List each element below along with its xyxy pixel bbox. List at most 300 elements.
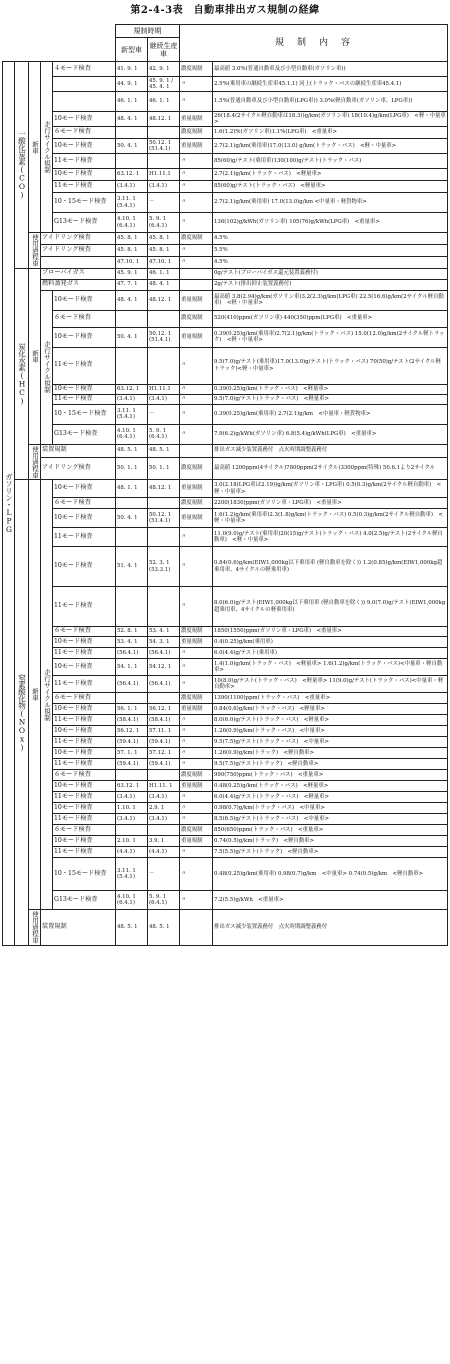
table-row (3, 792, 448, 803)
new-car-date: 47.10. 1 (116, 256, 148, 268)
new-car-date (116, 310, 148, 327)
nox-used-car-label: 使用過程車 (29, 910, 41, 946)
test-method: 10モード検査 (53, 509, 116, 528)
new-car-date: 50. 4. 1 (116, 327, 148, 347)
continuing-date (148, 154, 180, 169)
continuing-date: 54.12. 1 (148, 659, 180, 676)
regulation-content: 0.48(0.25)g/km(乗用車) 0.98(0.7)g/km <中量車> 0.74(0.5)g/km <軽自動車> (213, 858, 448, 891)
regulation-category: 〃 (180, 213, 213, 233)
regulation-content: 136(102)g/kWh(ガソリン車) 105(76)g/kWh(LPG車) <重量車> (213, 213, 448, 233)
regulation-category: 〃 (180, 676, 213, 693)
new-car-date: 50. 1. 1 (116, 457, 148, 479)
new-car-date: 63.12. 1 (116, 169, 148, 181)
continuing-date: 50.12. 1 (51.4.1) (148, 139, 180, 154)
co-new-car-label: 新車 (29, 62, 41, 233)
table-row (3, 384, 448, 394)
new-car-date: 48. 4. 1 (116, 112, 148, 127)
regulation-category: 濃度規制 (180, 310, 213, 327)
new-car-date: 41. 9. 1 (116, 62, 148, 77)
continuing-date: 50.12. 1 (51.4.1) (148, 509, 180, 528)
regulation-category: 〃 (180, 404, 213, 424)
regulation-content: 85(60)g/テスト(トラック・バス) <軽量車> (213, 181, 448, 193)
table-row (3, 726, 448, 737)
new-car-date: 56. 1. 1 (116, 704, 148, 715)
new-car-date: 48. 5. 1 (116, 910, 148, 946)
regulation-content: 5.5% (213, 244, 448, 256)
test-method: 11モード検査 (53, 759, 116, 770)
table-row (3, 62, 448, 77)
continuing-date (148, 587, 180, 627)
table-row (3, 256, 448, 268)
test-method: 11モード検査 (53, 715, 116, 726)
test-method: 10モード検査 (53, 836, 116, 847)
regulation-content: 26(18.4(2サイクル軽自動車は18.3))g/km(ガソリン車) 18(10.4)g/km(LPG車) <軽・中量車> (214, 112, 446, 125)
test-method: 装置規制 (41, 444, 116, 457)
regulation-category: 重量規制 (180, 509, 213, 528)
hc-used-car-label: 使用過程車 (29, 444, 41, 480)
continuing-date: 48. 4. 1 (148, 279, 180, 290)
new-car-date: (58.4.1) (116, 715, 148, 726)
regulation-content: 7.2(5.5)g/kWh <重量車> (213, 891, 448, 910)
table-row (3, 659, 448, 676)
continuing-date (148, 310, 180, 327)
continuing-date: － (148, 858, 180, 891)
continuing-date: － (148, 404, 180, 424)
table-row (3, 858, 448, 891)
continuing-date: 57.12. 1 (148, 748, 180, 759)
regulation-content: 0.39(0.25)g/km(トラック・バス) <軽量車> (213, 384, 448, 394)
new-car-date: 63.12. 1 (116, 384, 148, 394)
test-method: 11モード検査 (53, 394, 116, 404)
test-method: 10モード検査 (53, 290, 116, 310)
new-car-date: 4.10. 1 (6.4.1) (116, 213, 148, 233)
regulation-content: 1390(1100)ppm(トラック・バス) <重量車> (213, 693, 448, 704)
co-pollutant-label: 一酸化炭素(CO) (15, 62, 29, 269)
new-car-date: 45. 8. 1 (116, 244, 148, 256)
test-method: 燃料蒸発ガス (41, 279, 116, 290)
new-car-date: 4.10. 1 (6.4.1) (116, 891, 148, 910)
test-method (53, 92, 116, 112)
new-car-date: 50. 4. 1 (116, 139, 148, 154)
table-row (3, 347, 448, 384)
test-method: 11モード検査 (53, 347, 116, 384)
continuing-date: 48.12. 1 (148, 112, 180, 127)
continuing-date: 48.12. 1 (148, 480, 180, 498)
continuing-date: (3.4.1) (148, 814, 180, 825)
test-method: 11モード検査 (53, 181, 116, 193)
header-continuing: 継続生産車 (148, 38, 180, 62)
regulation-category: 〃 (180, 659, 213, 676)
new-car-date: (59.4.1) (116, 737, 148, 748)
new-car-date: 48. 1. 1 (116, 480, 148, 498)
test-method: アイドリング検査 (41, 244, 116, 256)
table-row (3, 825, 448, 836)
continuing-date: 45. 9. 1 / 45. 4. 1 (148, 77, 180, 92)
regulation-category: 重量規制 (180, 836, 213, 847)
table-row (3, 112, 448, 127)
continuing-date (148, 693, 180, 704)
new-car-date: (3.4.1) (116, 181, 148, 193)
test-method: 10モード検査 (53, 327, 116, 347)
header-new-car: 新型車 (116, 38, 148, 62)
table-row (3, 498, 448, 509)
table-row (3, 704, 448, 715)
test-method: アイドリング検査 (41, 233, 116, 245)
continuing-date: (4.4.1) (148, 847, 180, 858)
regulation-content: 2.7(2.1)g/km(乗用車)17.0(13.0) g/km(トラック・バス) <軽・中量車> (213, 139, 448, 154)
table-row (3, 637, 448, 648)
regulation-category: 重量規制 (180, 290, 213, 310)
test-method: 10モード検査 (53, 112, 116, 127)
regulation-category: 〃 (180, 77, 213, 92)
table-row (3, 268, 448, 279)
table-row (3, 847, 448, 858)
new-car-date (116, 587, 148, 627)
test-method: 11モード検査 (53, 814, 116, 825)
regulation-content: 0.4(0.25)g/km(乗用車) (213, 637, 448, 648)
regulation-content: 6.0(4.4)g/テスト(トラック・バス) <軽量車> (213, 792, 448, 803)
regulation-category: 重量規制 (180, 327, 213, 347)
continuing-date (148, 825, 180, 836)
continuing-date (148, 770, 180, 781)
continuing-date: 48. 5. 1 (148, 444, 180, 457)
regulation-category: 〃 (180, 384, 213, 394)
new-car-date: (59.4.1) (116, 759, 148, 770)
test-method: 11モード検査 (53, 154, 116, 169)
regulation-content: 9.5(7.0)g/テスト(乗用車)17.0(13.0)g/テスト(トラック・バス) 70(50)g/テスト(2サイクル軽トラック)<軽・中量車> (213, 347, 448, 384)
new-car-date: 4.10. 1 (6.4.1) (116, 424, 148, 444)
regulation-content: 0.48(0.25)g/km(トラック・バス) <軽量車> (213, 781, 448, 792)
test-method: ６モード検査 (53, 498, 116, 509)
regulation-category: 重量規制 (180, 112, 213, 127)
new-car-date: 3.11. 1 (5.4.1) (116, 858, 148, 891)
new-car-date: 45. 9. 1 (116, 268, 148, 279)
table-row (3, 587, 448, 627)
table-row (3, 509, 448, 528)
test-method: 10モード検査 (53, 781, 116, 792)
regulation-category: 濃度規制 (180, 693, 213, 704)
test-method: ６モード検査 (53, 770, 116, 781)
regulation-category: 〃 (180, 547, 213, 587)
hc-pollutant-label: 炭化水素(HC) (15, 268, 29, 480)
test-method: G13モード検査 (53, 424, 116, 444)
table-row (3, 193, 448, 213)
table-row (3, 781, 448, 792)
continuing-date: 47.10. 1 (148, 256, 180, 268)
test-method: 11モード検査 (53, 792, 116, 803)
new-car-date: 3.11. 1 (5.4.1) (116, 404, 148, 424)
new-car-date: 51. 4. 1 (116, 547, 148, 587)
regulation-category: 重量規制 (180, 637, 213, 648)
regulation-content: 6.0(4.4)g/テスト(乗用車) (213, 648, 448, 659)
table-row (3, 213, 448, 233)
regulation-category: 〃 (180, 424, 213, 444)
continuing-date: 57.11. 1 (148, 726, 180, 737)
new-car-date: (3.4.1) (116, 792, 148, 803)
regulation-content: 9.5(7.0)g/テスト(トラック・バス) <軽量車> (213, 394, 448, 404)
regulation-category: 〃 (180, 648, 213, 659)
test-method: 10モード検査 (53, 726, 116, 737)
new-car-date (116, 693, 148, 704)
regulation-category: 〃 (180, 715, 213, 726)
new-car-date: 46. 1. 1 (116, 92, 148, 112)
regulation-category: 濃度規制 (180, 498, 213, 509)
regulation-category: 〃 (180, 256, 213, 268)
continuing-date: 3.9. 1 (148, 836, 180, 847)
regulation-category: 〃 (180, 803, 213, 814)
regulation-content: 2g/テスト(排出抑止装置義務付) (213, 279, 448, 290)
regulation-category (180, 444, 213, 457)
regulation-category: 〃 (180, 737, 213, 748)
table-row (3, 154, 448, 169)
new-car-date: 2.10. 1 (116, 836, 148, 847)
table-row (3, 528, 448, 547)
regulation-content: 850(650)ppm(トラック・バス) <重量車> (213, 825, 448, 836)
new-car-date: 54. 1. 1 (116, 659, 148, 676)
regulation-content: 990(750)ppm(トラック・バス) <重量車> (213, 770, 448, 781)
new-car-date: 48. 5. 1 (116, 444, 148, 457)
continuing-date: (3.4.1) (148, 394, 180, 404)
continuing-date: 54. 3. 1 (148, 637, 180, 648)
table-row (3, 457, 448, 479)
regulation-content: 2.7(2.1)g/km(トラック・バス) <軽量車> (213, 169, 448, 181)
new-car-date: 50. 4. 1 (116, 509, 148, 528)
regulation-category: 濃度規制 (180, 627, 213, 637)
table-row (3, 424, 448, 444)
hc-new-car-label: 新車 (29, 268, 41, 444)
regulation-content: 1.5%(普通自動車及び小型自動車(LPG車)) 3.0%(軽自動車(ガソリン車、LPG車)) (213, 92, 448, 112)
nox-running-cycle-label: 走行サイクル規制 (41, 480, 53, 910)
continuing-date: (3.4.1) (148, 181, 180, 193)
regulation-category (180, 279, 213, 290)
regulation-content: 4.5% (213, 233, 448, 245)
regulation-content: 3.0(2.18(LPG車は2.19))g/km(ガソリン車・LPG車) 0.5(0.3)g/km(2サイクル軽自動車) <軽・中量車> (213, 480, 448, 498)
regulation-category: 〃 (180, 759, 213, 770)
test-method: ６モード検査 (53, 127, 116, 139)
regulation-content: 9.5(7.5)g/テスト(トラック) <軽自動車> (213, 759, 448, 770)
regulation-content: 0.74(0.5)g/km(トラック) <軽自動車> (213, 836, 448, 847)
table-row (3, 279, 448, 290)
table-row (3, 404, 448, 424)
regulation-category: 〃 (180, 92, 213, 112)
table-row (3, 394, 448, 404)
new-car-date: (3.4.1) (116, 814, 148, 825)
regulation-category: 〃 (180, 394, 213, 404)
nox-pollutant-label: 窒素酸化物(NOx) (15, 480, 29, 946)
test-method: 10モード検査 (53, 637, 116, 648)
continuing-date: 46. 1. 1 (148, 268, 180, 279)
header-blank (3, 25, 116, 62)
continuing-date: 5. 9. 1 (6.4.1) (148, 891, 180, 910)
table-row (3, 910, 448, 946)
new-car-date (116, 154, 148, 169)
regulation-category: 濃度規制 (180, 770, 213, 781)
continuing-date: 45. 8. 1 (148, 244, 180, 256)
test-method: 10・15モード検査 (53, 404, 116, 424)
table-row (3, 676, 448, 693)
regulation-category: 重量規制 (180, 781, 213, 792)
regulation-category (180, 910, 213, 946)
test-method (41, 256, 116, 268)
table-row (3, 814, 448, 825)
continuing-date: 5. 9. 1 (6.4.1) (148, 213, 180, 233)
test-method: 11モード検査 (53, 587, 116, 627)
new-car-date: 52. 8. 1 (116, 627, 148, 637)
new-car-date (116, 498, 148, 509)
new-car-date: 56.12. 1 (116, 726, 148, 737)
table-row (3, 310, 448, 327)
new-car-date: 1.10. 1 (116, 803, 148, 814)
table-row (3, 715, 448, 726)
new-car-date: (3.4.1) (116, 394, 148, 404)
new-car-date (116, 127, 148, 139)
new-car-date: 63.12. 1 (116, 781, 148, 792)
regulation-content: 1.26(0.9)g/km(トラック・バス) <中量車> (213, 726, 448, 737)
regulation-category: 〃 (180, 193, 213, 213)
regulation-category: 重量規制 (180, 704, 213, 715)
test-method: ６モード検査 (53, 693, 116, 704)
table-row (3, 693, 448, 704)
continuing-date: (59.4.1) (148, 759, 180, 770)
regulation-category (180, 268, 213, 279)
regulation-category: 〃 (180, 181, 213, 193)
header-jiki: 規制時期 (116, 25, 180, 38)
regulation-content: 最高値 3.0%(普通自動車及び小型自動車(ガソリン車)) (213, 62, 448, 77)
hc-running-cycle-label: 走行サイクル規制 (41, 290, 53, 444)
continuing-date: 42. 9. 1 (148, 62, 180, 77)
test-method: 10・15モード検査 (53, 858, 116, 891)
new-car-date: 57. 1. 1 (116, 748, 148, 759)
continuing-date: 48. 5. 1 (148, 910, 180, 946)
regulation-content: 10(8.0)g/テスト(トラック・バス) <軽量車> 11(9.0)g/テスト(トラック・バス)<中量車・軽自動車> (213, 676, 448, 693)
regulation-content: 7.5(5.5)g/テスト(トラック) <軽自動車> (213, 847, 448, 858)
regulation-category: 〃 (180, 726, 213, 737)
regulation-category: 〃 (180, 858, 213, 891)
test-method: 11モード検査 (53, 528, 116, 547)
regulation-content: 0.98(0.7)g/km(トラック・バス) <中量車> (213, 803, 448, 814)
new-car-date: 48. 4. 1 (116, 290, 148, 310)
test-method: ６モード検査 (53, 310, 116, 327)
continuing-date: 2.9. 1 (148, 803, 180, 814)
test-method: アイドリング検査 (41, 457, 116, 479)
regulation-content: 11.0(9.0)g/テスト(乗用車)20(15)g/テスト(トラック・バス) 4.0(2.5)g/テスト(2サイクル軽自動車) <軽・中量車> (213, 528, 448, 547)
continuing-date: 50.12. 1 (51.4.1) (148, 327, 180, 347)
regulation-category: 〃 (180, 891, 213, 910)
regulation-content: 1850(1550)ppm(ガソリン車・LPG車) <重量車> (213, 627, 448, 637)
regulation-content: 最高値 1200ppm(4サイクル)7800ppm(2サイクル)3300ppm(特殊) 50.6.1より2サイクル (213, 457, 448, 479)
regulation-category: 重量規制 (180, 480, 213, 498)
regulation-content: 4.5% (213, 256, 448, 268)
regulation-category: 濃度規制 (180, 457, 213, 479)
regulation-category: 重量規制 (180, 139, 213, 154)
co-running-cycle-label: 走行サイクル規制 (41, 62, 53, 233)
regulation-content: 排出ガス減少装置義務付 点火時期調整義務付 (213, 444, 448, 457)
table-row (3, 244, 448, 256)
continuing-date: － (148, 193, 180, 213)
regulation-content: 9.5(7.5)g/テスト(トラック・バス) <中量車> (213, 737, 448, 748)
regulation-content: 0.39(0.25)g/km(乗用車) 2.7(2.1)g/km <中量車・軽貨物車> (213, 404, 448, 424)
test-method: 10モード検査 (53, 748, 116, 759)
test-method: 10モード検査 (53, 547, 116, 587)
table-row (3, 92, 448, 112)
new-car-date: (56.4.1) (116, 648, 148, 659)
nox-new-car-label: 新車 (29, 480, 41, 910)
continuing-date: H1.11. 1 (148, 781, 180, 792)
regulation-content: 7.9(6.2)g/kWh(ガソリン車) 6.8(5.4)g/kWh(LPG車) <重量車> (213, 424, 448, 444)
regulation-content: 520(410)ppm(ガソリン車) 440(350)ppm(LPG車) <重量車> (213, 310, 448, 327)
table-row (3, 444, 448, 457)
regulation-category: 〃 (180, 847, 213, 858)
continuing-date: H1.11.1 (148, 169, 180, 181)
new-car-date: 45. 8. 1 (116, 233, 148, 245)
table-row (3, 169, 448, 181)
regulation-content: 排出ガス減少装置義務付 点火時期調整義務付 (213, 910, 448, 946)
regulation-content: 1.6(1.2)g/km(乗用車)2.3(1.8)g/km(トラック・バス) 0.5(0.3)g/km(2サイクル軽自動車) <軽・中量車> (213, 509, 448, 528)
regulation-category: 濃度規制 (180, 127, 213, 139)
table-row (3, 770, 448, 781)
continuing-date: 45. 8. 1 (148, 233, 180, 245)
continuing-date: 5. 9. 1 (6.4.1) (148, 424, 180, 444)
regulation-category: 濃度規制 (180, 233, 213, 245)
continuing-date: H1.11.1 (148, 384, 180, 394)
continuing-date: 56.12. 1 (148, 704, 180, 715)
table-row (3, 290, 448, 310)
regulation-body (3, 62, 448, 946)
test-method: ６モード検査 (53, 627, 116, 637)
regulation-category: 〃 (180, 169, 213, 181)
regulation-content: 2.7(2.1)g/km(乗用車) 17.0(13.0)g/km <中量車・軽貨物車> (213, 193, 448, 213)
regulation-content: 85(60)g/テスト(乗用車)130(100)g/テスト(トラック・バス) (213, 154, 448, 169)
regulation-category: 〃 (180, 587, 213, 627)
test-method: 10モード検査 (53, 139, 116, 154)
test-method: 10モード検査 (53, 659, 116, 676)
test-method: 10モード検査 (53, 384, 116, 394)
continuing-date: (59.4.1) (148, 737, 180, 748)
continuing-date: 52. 3. 1 (53.3.1) (148, 547, 180, 587)
regulation-content: 1.6(1.2)%(ガソリン車)1.1%(LPG車) <重量車> (213, 127, 448, 139)
regulation-content: 0.84(0.6)g/km(EIW1,000kg以下乗用車 (軽自動車を除く)) 1.2(0.85)g/km(EIW1,000kg超乗用車、4サイクルの軽乗用車) (213, 547, 448, 587)
test-method: 11モード検査 (53, 847, 116, 858)
table-row (3, 327, 448, 347)
regulation-content: 2.5%(乗用車の継続生産車45.1.1) 同上(トラック・バスの継続生産車45.4.1) (213, 77, 448, 92)
continuing-date: (58.4.1) (148, 715, 180, 726)
new-car-date: 44. 9. 1 (116, 77, 148, 92)
test-method: 10モード検査 (53, 480, 116, 498)
test-method: G13モード検査 (53, 891, 116, 910)
table-row (3, 77, 448, 92)
regulation-content: 最高値 3.8(2.94)g/km(ガソリン車)3.2(2.3)g/km(LPG車) 22.5(16.6)g/km(2サイクル軽自動車) <軽・中量車> (213, 290, 448, 310)
regulation-category: 〃 (180, 154, 213, 169)
regulation-category: 〃 (180, 814, 213, 825)
table-row (3, 836, 448, 847)
regulation-content: 1.26(0.9)g/km(トラック) <軽自動車> (213, 748, 448, 759)
regulation-category: 〃 (180, 748, 213, 759)
continuing-date: (3.4.1) (148, 792, 180, 803)
regulation-category: 濃度規制 (180, 62, 213, 77)
new-car-date (116, 347, 148, 384)
table-row (3, 748, 448, 759)
continuing-date: 48.12. 1 (148, 290, 180, 310)
regulation-content: 0g/テスト(ブローバイガス還元装置義務付) (213, 268, 448, 279)
test-method: 10モード検査 (53, 704, 116, 715)
regulation-category: 濃度規制 (180, 825, 213, 836)
new-car-date: 53. 4. 1 (116, 637, 148, 648)
table-row (3, 891, 448, 910)
regulation-content: 8.0(6.0)g/テスト(トラック・バス) <軽量車> (213, 715, 448, 726)
test-method: G13モード検査 (53, 213, 116, 233)
regulation-content: 8.5(6.5)g/テスト(トラック・バス) <中量車> (213, 814, 448, 825)
test-method: 10モード検査 (53, 803, 116, 814)
